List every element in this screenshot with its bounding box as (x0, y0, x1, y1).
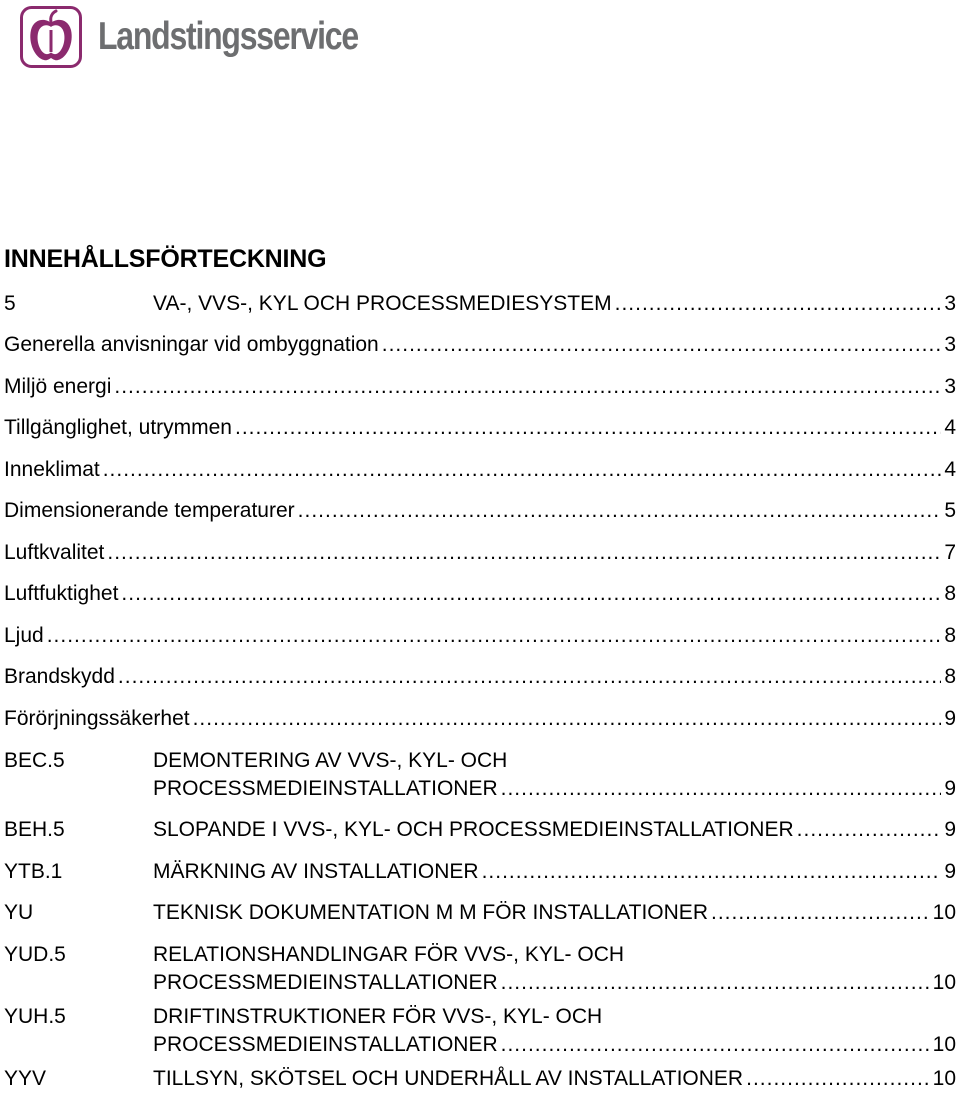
toc-entry-title: Inneklimat (4, 458, 100, 481)
toc-entry-page: 3 (944, 375, 956, 398)
toc-entry[interactable] (4, 858, 960, 886)
dot-leader (711, 899, 930, 927)
toc-entry-title: Brandskydd (4, 665, 115, 688)
toc-entry[interactable] (4, 1065, 960, 1093)
toc-entry-page: 4 (944, 458, 956, 481)
toc-entry-title: Förörjningssäkerhet (4, 707, 190, 730)
toc-entry[interactable] (4, 456, 960, 484)
dot-leader (114, 373, 941, 401)
toc-entry-page: 10 (932, 1067, 956, 1090)
toc-entry-title: SLOPANDE I VVS-, KYL- OCH PROCESSMEDIEINSTALLATIONER (153, 818, 794, 841)
toc-entry-page: 8 (944, 665, 956, 688)
toc-entry-title: RELATIONSHANDLINGAR FÖR VVS-, KYL- OCH (153, 943, 625, 966)
toc-entry-title: DRIFTINSTRUKTIONER FÖR VVS-, KYL- OCH (153, 1005, 603, 1028)
dot-leader (235, 414, 941, 442)
toc-entry-number: 5 (4, 292, 16, 315)
toc-entry[interactable] (4, 414, 960, 442)
toc-entry-title: Ljud (4, 624, 44, 647)
toc-entry-title: Dimensionerande temperaturer (4, 499, 295, 522)
dot-leader (746, 1065, 930, 1093)
dot-leader (298, 497, 942, 525)
dot-leader (107, 539, 941, 567)
brand-name: Landstingsservice (98, 15, 358, 58)
toc-entry-page: 5 (944, 499, 956, 522)
toc-entry[interactable] (4, 331, 960, 359)
toc-entry[interactable] (4, 899, 960, 927)
toc-entry-title: TILLSYN, SKÖTSEL OCH UNDERHÅLL AV INSTALLATIONER (153, 1067, 744, 1090)
brand-header (20, 6, 415, 68)
toc-entry[interactable] (4, 705, 960, 733)
dot-leader (501, 969, 930, 997)
dot-leader (121, 580, 941, 608)
toc-entry-page: 3 (944, 292, 956, 315)
toc-title: INNEHÅLLSFÖRTECKNING (4, 245, 327, 273)
toc-entry-page: 4 (944, 416, 956, 439)
toc-entry-page: 9 (944, 818, 956, 841)
toc-entry-title: PROCESSMEDIEINSTALLATIONER (153, 777, 498, 800)
dot-leader (615, 290, 942, 318)
dot-leader (103, 456, 942, 484)
toc-entry[interactable] (4, 539, 960, 567)
toc-entry-page: 10 (932, 971, 956, 994)
toc-entry-page: 7 (944, 541, 956, 564)
toc-entry-number: YU (4, 901, 34, 924)
dot-leader (501, 775, 942, 803)
toc-entry-title: TEKNISK DOKUMENTATION M M FÖR INSTALLATIONER (153, 901, 708, 924)
toc-entry-number: YYV (4, 1067, 47, 1090)
toc-entry-title: PROCESSMEDIEINSTALLATIONER (153, 1033, 498, 1056)
toc-entry-number: YUH.5 (4, 1005, 66, 1028)
toc-entry-page: 9 (944, 777, 956, 800)
toc-entry[interactable] (4, 941, 960, 997)
toc-entry-title: Luftfuktighet (4, 582, 119, 605)
toc-entry-number: BEC.5 (4, 749, 65, 772)
toc-entry-page: 10 (932, 1033, 956, 1056)
toc-entry[interactable] (4, 1003, 960, 1059)
toc-entry-page: 10 (932, 901, 956, 924)
toc-entry-page: 8 (944, 582, 956, 605)
dot-leader (501, 1031, 930, 1059)
toc-entry[interactable] (4, 497, 960, 525)
dot-leader (47, 622, 942, 650)
toc-entry-title: VA-, VVS-, KYL OCH PROCESSMEDIESYSTEM (153, 292, 612, 315)
toc-entry-title: DEMONTERING AV VVS-, KYL- OCH (153, 749, 508, 772)
toc-entry-title: Generella anvisningar vid ombyggnation (4, 333, 379, 356)
toc-entry-number: BEH.5 (4, 818, 65, 841)
toc-entry-title: Tillgänglighet, utrymmen (4, 416, 232, 439)
toc-entry[interactable] (4, 580, 960, 608)
toc-entry[interactable] (4, 373, 960, 401)
toc-entry-title: PROCESSMEDIEINSTALLATIONER (153, 971, 498, 994)
dot-leader (193, 705, 942, 733)
toc-entry-page: 8 (944, 624, 956, 647)
dot-leader (118, 663, 941, 691)
dot-leader (382, 331, 942, 359)
toc-entry[interactable] (4, 290, 960, 318)
toc-entry[interactable] (4, 816, 960, 844)
toc-entry-title: Miljö energi (4, 375, 112, 398)
dot-leader (482, 858, 942, 886)
toc-entry-page: 9 (944, 707, 956, 730)
toc-entry-title: MÄRKNING AV INSTALLATIONER (153, 860, 479, 883)
toc-entry-number: YTB.1 (4, 860, 63, 883)
toc-entry-title: Luftkvalitet (4, 541, 105, 564)
toc-entry-page: 9 (944, 860, 956, 883)
toc-entry[interactable] (4, 747, 960, 803)
toc-entry[interactable] (4, 622, 960, 650)
dot-leader (797, 816, 942, 844)
toc-entry-number: YUD.5 (4, 943, 66, 966)
toc-entry[interactable] (4, 663, 960, 691)
toc-entry-page: 3 (944, 333, 956, 356)
apple-logo-icon (20, 6, 82, 68)
